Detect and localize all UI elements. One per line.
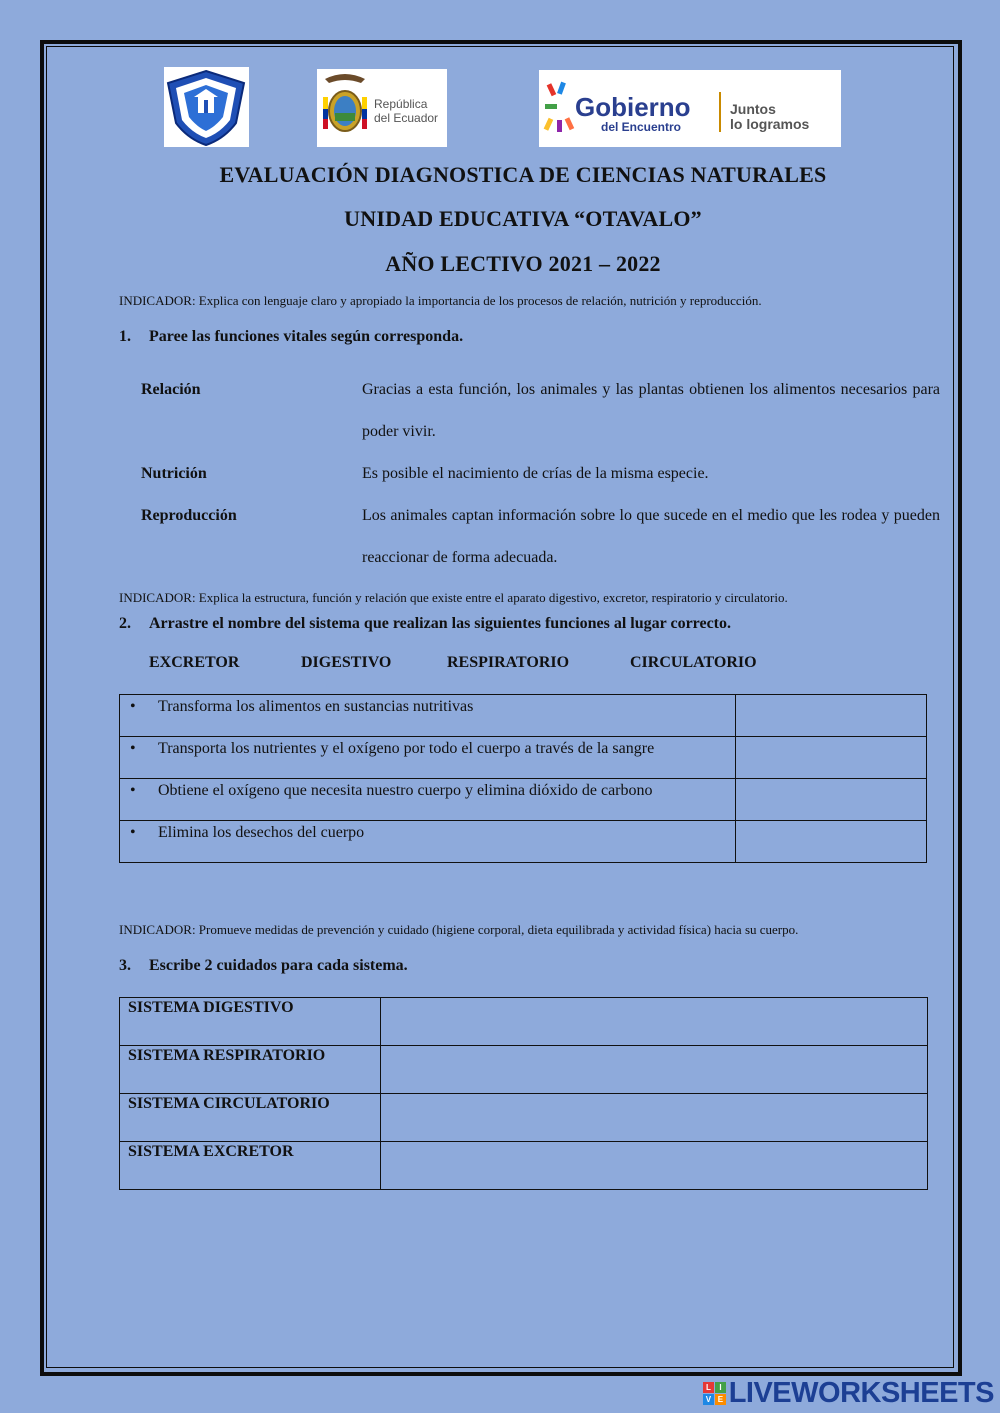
school-name: UNIDAD EDUCATIVA “OTAVALO” <box>344 206 702 231</box>
system-label-excretor: SISTEMA EXCRETOR <box>120 1142 381 1190</box>
table-row <box>120 695 927 737</box>
function-text-2: Transporta los nutrientes y el oxígeno por todo el cuerpo a través de la sangre <box>158 740 655 757</box>
question-2-text: Arrastre el nombre del sistema que realizan las siguientes funciones al lugar correcto. <box>149 615 732 632</box>
answer-field-excretor[interactable] <box>380 1142 927 1190</box>
gobierno-encuentro-logo <box>539 70 841 147</box>
badge-letter: I <box>715 1382 726 1393</box>
answer-field-respiratorio[interactable] <box>380 1046 927 1094</box>
republica-label-line1: República <box>374 97 428 111</box>
drag-word-respiratorio[interactable]: RESPIRATORIO <box>447 654 570 671</box>
definition-2[interactable]: Es posible el nacimiento de crías de la misma especie. <box>362 465 709 482</box>
bullet: • <box>130 782 136 799</box>
indicador-3: INDICADOR: Promueve medidas de prevención y cuidado (higiene corporal, dieta equilibrada y actividad física) hacia su cuerpo. <box>119 922 799 937</box>
system-label-digestivo: SISTEMA DIGESTIVO <box>120 998 381 1046</box>
care-table <box>119 997 928 1190</box>
table-row <box>120 737 927 779</box>
badge-letter: V <box>703 1394 714 1405</box>
system-label-respiratorio: SISTEMA RESPIRATORIO <box>120 1046 381 1094</box>
school-shield-logo <box>164 67 249 147</box>
question-1 <box>119 328 463 346</box>
gobierno-subtitle: del Encuentro <box>601 120 682 134</box>
drop-zone-2[interactable] <box>736 737 927 779</box>
function-cell <box>120 695 736 737</box>
function-text-3: Obtiene el oxígeno que necesita nuestro cuerpo y elimina dióxido de carbono <box>158 782 653 799</box>
gobierno-slogan-line2: lo logramos <box>730 116 810 132</box>
definition-1[interactable]: Gracias a esta función, los animales y las plantas obtienen los alimentos necesarios para poder vivir. <box>362 381 940 440</box>
answer-field-digestivo[interactable] <box>380 998 927 1046</box>
republica-label-line2: del Ecuador <box>374 111 439 125</box>
bullet: • <box>130 698 136 715</box>
answer-field-circulatorio[interactable] <box>380 1094 927 1142</box>
question-1-text: Paree las funciones vitales según corresponda. <box>149 328 464 345</box>
liveworksheets-brand <box>703 1376 994 1410</box>
table-row <box>120 821 927 863</box>
question-3-number: 3. <box>119 957 131 974</box>
term-relacion[interactable]: Relación <box>141 381 201 398</box>
drop-zone-1[interactable] <box>736 695 927 737</box>
republica-ecuador-logo <box>317 69 447 147</box>
function-cell <box>120 821 736 863</box>
liveworksheets-wordmark: LIVEWORKSHEETS <box>728 1376 994 1409</box>
question-3-text: Escribe 2 cuidados para cada sistema. <box>149 957 408 974</box>
function-cell <box>120 737 736 779</box>
function-cell <box>120 779 736 821</box>
question-2 <box>119 615 731 633</box>
gobierno-wordmark: Gobierno <box>575 92 691 122</box>
table-row <box>120 1142 928 1190</box>
indicador-1: INDICADOR: Explica con lenguaje claro y apropiado la importancia de los procesos de relación, nutrición y reproducción. <box>119 293 762 308</box>
drag-word-excretor[interactable]: EXCRETOR <box>149 654 240 671</box>
drop-zone-3[interactable] <box>736 779 927 821</box>
term-nutricion[interactable]: Nutrición <box>141 465 207 482</box>
badge-letter: E <box>715 1394 726 1405</box>
table-row <box>120 1046 928 1094</box>
bullet: • <box>130 740 136 757</box>
table-row <box>120 998 928 1046</box>
school-year: AÑO LECTIVO 2021 – 2022 <box>385 251 661 276</box>
table-row <box>120 1094 928 1142</box>
drag-word-circulatorio[interactable]: CIRCULATORIO <box>630 654 757 671</box>
question-2-number: 2. <box>119 615 131 632</box>
indicador-2: INDICADOR: Explica la estructura, función y relación que existe entre el aparato digestivo, excretor, respiratorio y circulatorio. <box>119 590 788 605</box>
gobierno-slogan-line1: Juntos <box>730 101 776 117</box>
table-row <box>120 779 927 821</box>
drop-zone-4[interactable] <box>736 821 927 863</box>
liveworksheets-badge-icon <box>703 1382 726 1405</box>
system-label-circulatorio: SISTEMA CIRCULATORIO <box>120 1094 381 1142</box>
term-reproduccion[interactable]: Reproducción <box>141 507 237 524</box>
definition-3[interactable]: Los animales captan información sobre lo que sucede en el medio que les rodea y pueden reaccionar de forma adecuada. <box>362 507 940 566</box>
drag-word-digestivo[interactable]: DIGESTIVO <box>301 654 392 671</box>
function-text-1: Transforma los alimentos en sustancias nutritivas <box>158 698 474 715</box>
question-1-number: 1. <box>119 328 131 345</box>
badge-letter: L <box>703 1382 714 1393</box>
gobierno-divider <box>719 92 721 132</box>
function-text-4: Elimina los desechos del cuerpo <box>158 824 365 841</box>
page-title: EVALUACIÓN DIAGNOSTICA DE CIENCIAS NATURALES <box>219 162 827 187</box>
functions-table <box>119 694 927 863</box>
question-3 <box>119 957 408 975</box>
bullet: • <box>130 824 136 841</box>
